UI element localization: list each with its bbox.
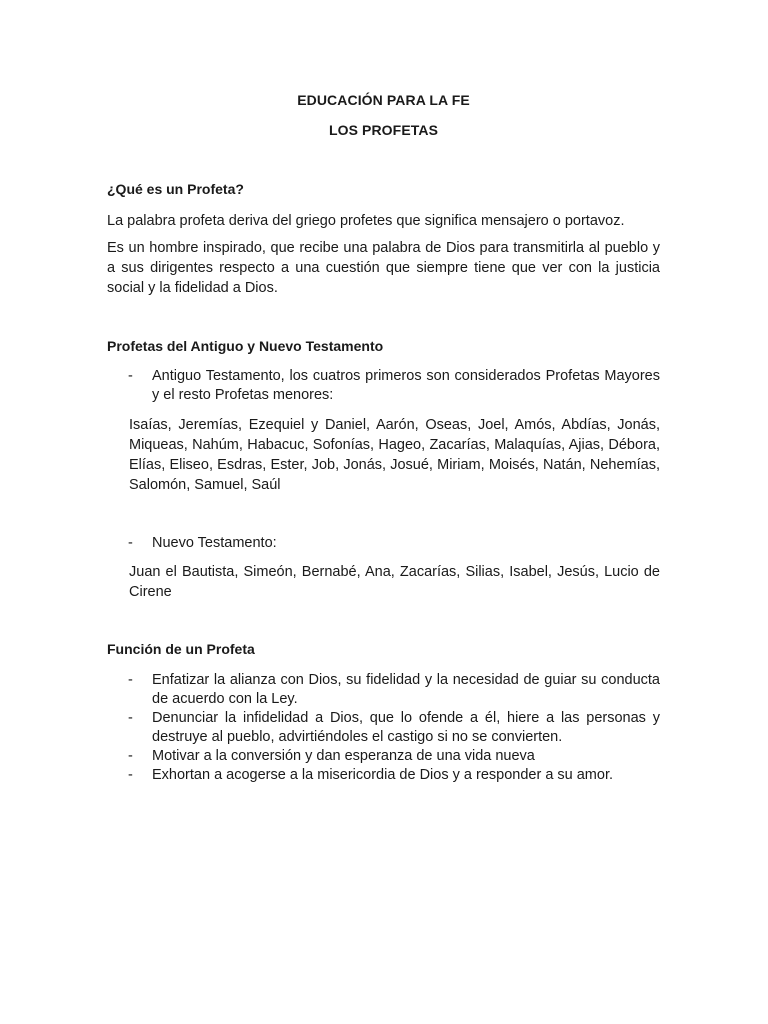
document-subtitle: LOS PROFETAS: [328, 122, 439, 138]
list-item-text: Nuevo Testamento:: [152, 535, 277, 551]
list-item: [107, 766, 660, 785]
old-testament-prophets: Isaías, Jeremías, Ezequiel y Daniel, Aarón, Oseas, Joel, Amós, Abdías, Jonás, Miqueas, Nahúm, Habacuc, Sofonías, Hageo, Zacarías, Malaquías, Ajias, Débora, Elías, Eliseo, Esdras, Ester, Job, Jonás, Josué, Miriam, Moisés, Natán, Nehemías, Salomón, Samuel, Saúl: [129, 417, 660, 493]
section-heading-funcion: Función de un Profeta: [107, 641, 255, 657]
list-item-text: Motivar a la conversión y dan esperanza de una vida nueva: [152, 748, 535, 764]
list-item-text: Antiguo Testamento, los cuatros primeros son considerados Profetas Mayores y el resto Profetas menores:: [152, 368, 660, 403]
paragraph-description: Es un hombre inspirado, que recibe una palabra de Dios para transmitirla al pueblo y a sus dirigentes respecto a una cuestión que siempre tiene que ver con la justicia social y la fidelidad a Dios.: [107, 240, 660, 296]
list-item: [107, 709, 660, 747]
function-list: [107, 671, 660, 785]
paragraph-definition: La palabra profeta deriva del griego profetes que significa mensajero o portavoz.: [107, 213, 625, 229]
section-heading-que-es: ¿Qué es un Profeta?: [107, 181, 244, 197]
bullet-dash: -: [128, 767, 133, 783]
list-item: [107, 747, 660, 766]
list-item: [107, 534, 660, 553]
bullet-dash: -: [128, 710, 133, 726]
old-testament-list: [107, 367, 660, 405]
list-item-text: Denunciar la infidelidad a Dios, que lo ofende a él, hiere a las personas y destruye al pueblo, advirtiéndoles el castigo si no se convierten.: [152, 710, 660, 745]
list-item-text: Enfatizar la alianza con Dios, su fidelidad y la necesidad de guiar su conducta de acuerdo con la Ley.: [152, 672, 660, 707]
new-testament-prophets: Juan el Bautista, Simeón, Bernabé, Ana, Zacarías, Silias, Isabel, Jesús, Lucio de Cirene: [129, 564, 660, 600]
bullet-dash: -: [128, 368, 133, 384]
list-item-text: Exhortan a acogerse a la misericordia de Dios y a responder a su amor.: [152, 767, 614, 783]
list-item: [107, 367, 660, 405]
bullet-dash: -: [128, 672, 133, 688]
list-item: [107, 671, 660, 709]
new-testament-list: [107, 534, 660, 553]
bullet-dash: -: [128, 748, 133, 764]
bullet-dash: -: [128, 535, 133, 551]
document-title: EDUCACIÓN PARA LA FE: [297, 92, 470, 108]
section-heading-profetas: Profetas del Antiguo y Nuevo Testamento: [107, 338, 384, 354]
